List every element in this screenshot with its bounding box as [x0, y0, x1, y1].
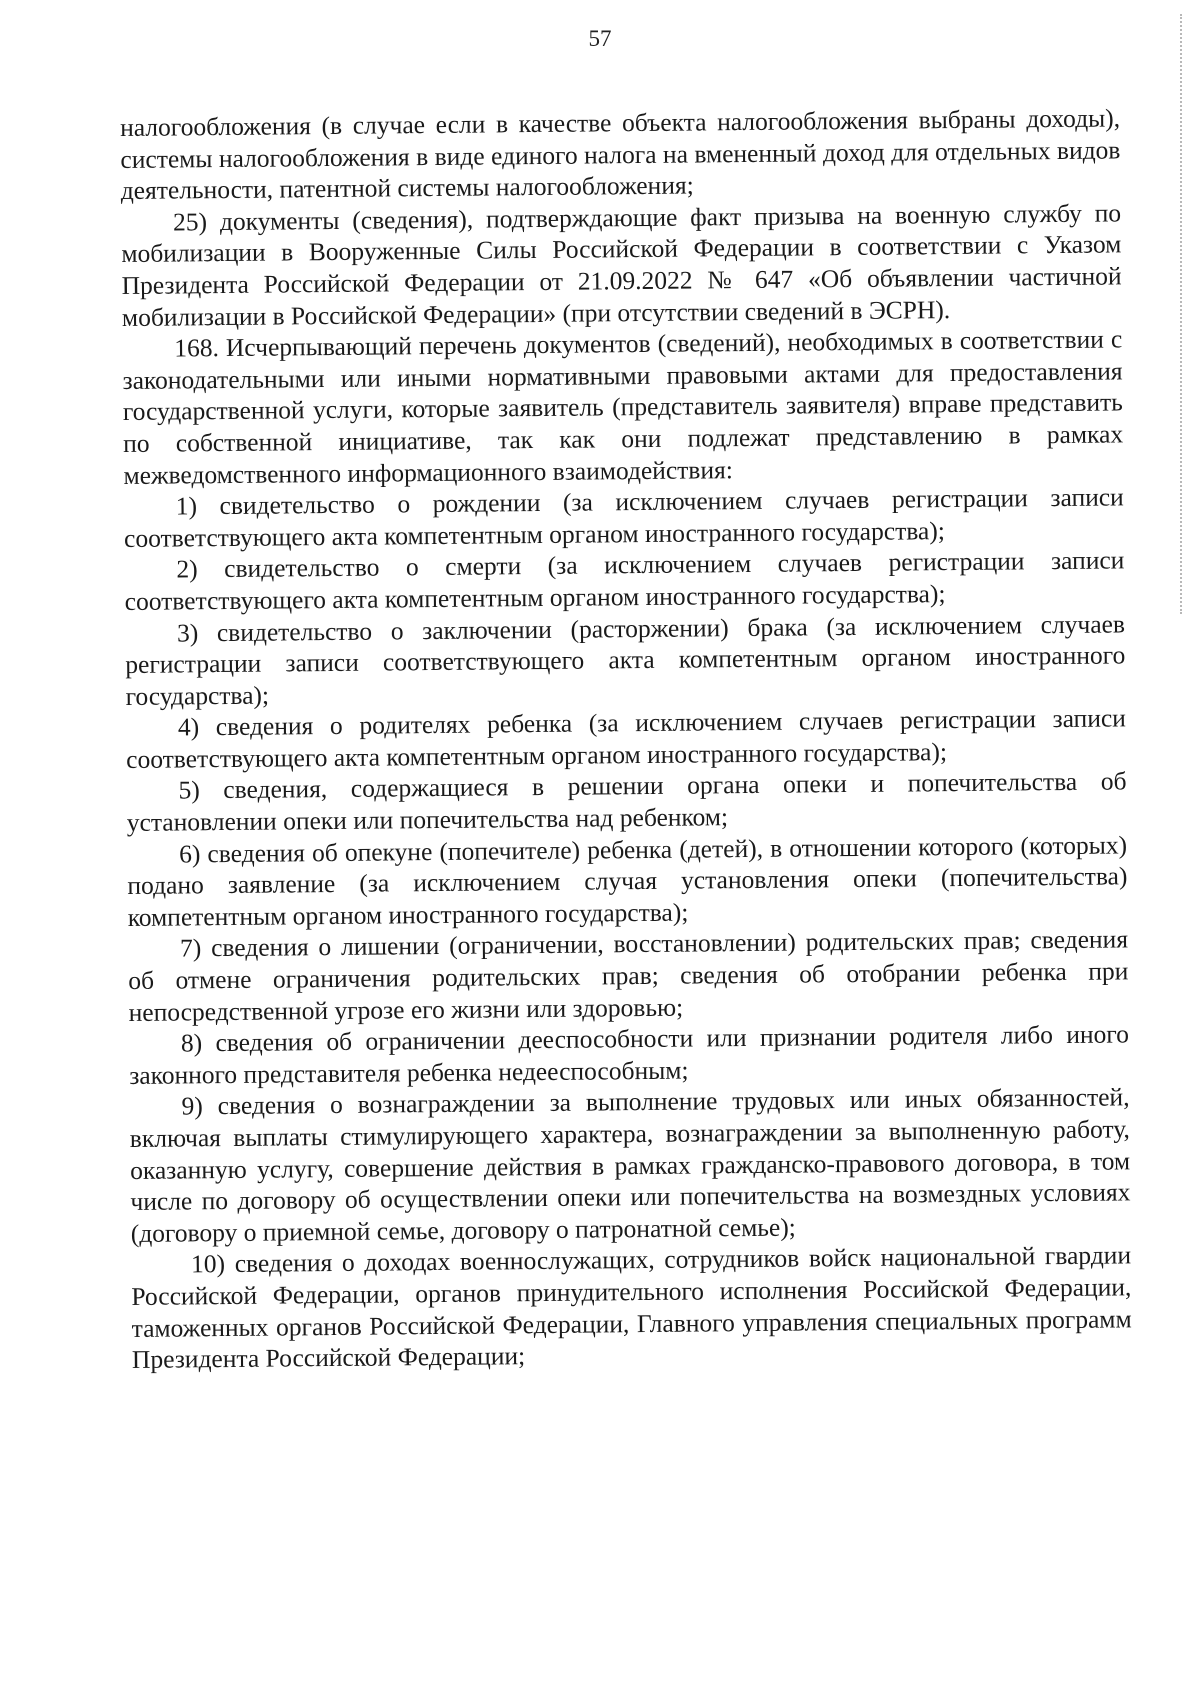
- document-body: [120, 102, 1132, 1375]
- list-item-5: 5) сведения, содержащиеся в решении органа опеки и попечительства об установлении опеки или попечительства над ребенком;: [126, 766, 1127, 838]
- list-item-10: 10) сведения о доходах военнослужащих, сотрудников войск национальной гвардии Российской Федерации, органов принудительного исполнения Российской Федерации, таможенных органов Российской Федерации, Главного управления специальных программ Президента Российской Федерации;: [131, 1240, 1132, 1375]
- list-item-7: 7) сведения о лишении (ограничении, восстановлении) родительских прав; сведения об отмене ограничения родительских прав; сведения об отобрании ребенка при непосредственной угрозе его жизни или здоровью;: [128, 924, 1129, 1027]
- paragraph-section-168: 168. Исчерпывающий перечень документов (сведений), необходимых в соответствии с законодательными или иными нормативными правовыми актами для предоставления государственной услуги, которые заявитель (представитель заявителя) вправе представить по собственной инициативе, так как они подлежат представлению в рамках межведомственного информационного взаимодействия:: [122, 324, 1124, 490]
- page-number: 57: [588, 26, 612, 51]
- list-item-3: 3) свидетельство о заключении (расторжении) брака (за исключением случаев регистрации записи соответствующего акта компетентным органом иностранного государства);: [125, 608, 1126, 711]
- paragraph-item-25: 25) документы (сведения), подтверждающие факт призыва на военную службу по мобилизации в Вооруженные Силы Российской Федерации в соответствии с Указом Президента Российской Федерации от 21.09.2022 № 647 «Об объявлении частичной мобилизации в Российской Федерации» (при отсутствии сведений в ЭСРН).: [121, 198, 1122, 332]
- list-item-1: 1) свидетельство о рождении (за исключением случаев регистрации записи соответствующего акта компетентным органом иностранного государства);: [123, 482, 1124, 553]
- list-item-2: 2) свидетельство о смерти (за исключением случаев регистрации записи соответствующего акта компетентным органом иностранного государства);: [124, 545, 1125, 616]
- scan-edge-mark: [1180, 14, 1184, 614]
- paragraph-continuation: налогообложения (в случае если в качестве объекта налогообложения выбраны доходы), системы налогообложения в виде единого налога на вмененный доход для отдельных видов деятельности, патентной системы налогообложения;: [120, 103, 1121, 206]
- list-item-9: 9) сведения о вознаграждении за выполнение трудовых или иных обязанностей, включая выплаты стимулирующего характера, вознаграждении за выполненную работу, оказанную услугу, совершение действия в рамках гражданско-правового договора, в том числе по договору об осуществлении опеки или попечительства на возмездных условиях (договору о приемной семье, договору о патронатной семье);: [129, 1082, 1131, 1248]
- list-item-8: 8) сведения об ограничении дееспособности или признании родителя либо иного законного представителя ребенка недееспособным;: [129, 1019, 1130, 1090]
- list-item-6: 6) сведения об опекуне (попечителе) ребенка (детей), в отношении которого (которых) подано заявление (за исключением случая установления опеки (попечительства) компетентным органом иностранного государства);: [127, 830, 1128, 932]
- list-item-4: 4) сведения о родителях ребенка (за исключением случаев регистрации записи соответствующего акта компетентным органом иностранного государства);: [126, 703, 1127, 774]
